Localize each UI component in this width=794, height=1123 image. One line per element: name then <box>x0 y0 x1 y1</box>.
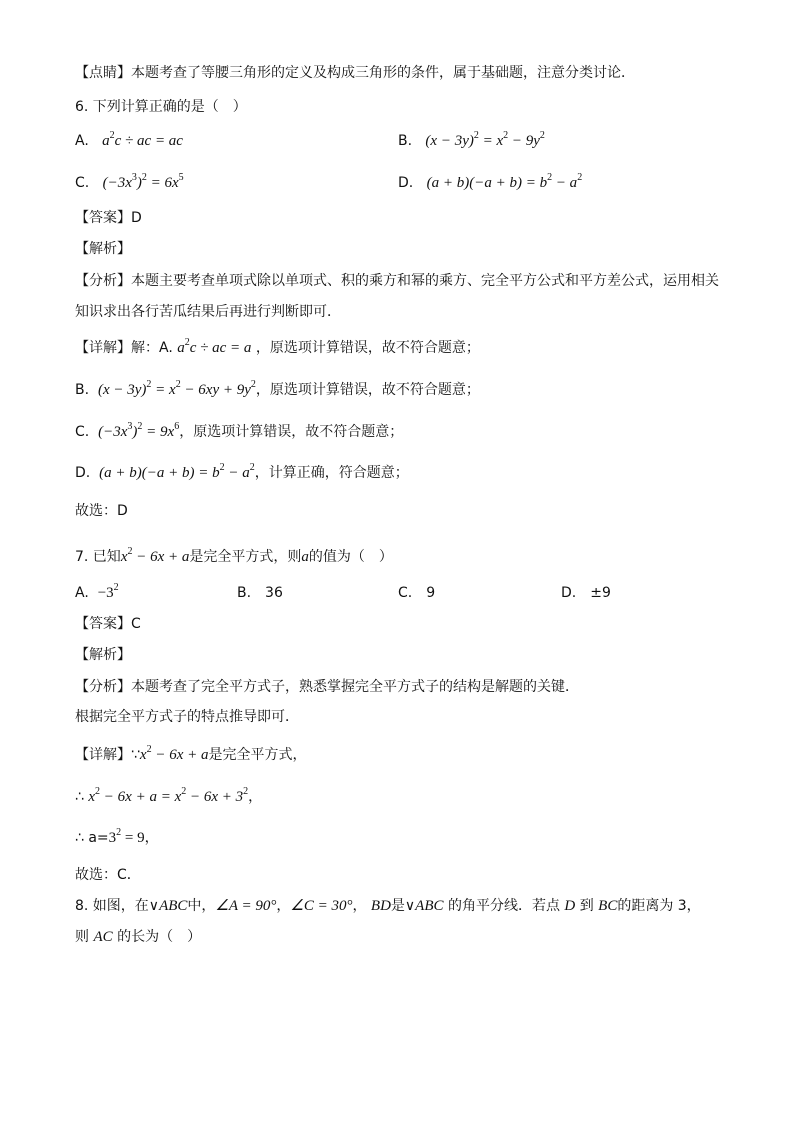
q6-option-d-label: D. <box>398 175 414 191</box>
q6-option-c-formula: $(-3x^3)^2 = 6x^5$ <box>102 172 184 191</box>
q8-angle-c: ∠C = 30° <box>290 898 353 914</box>
q7-detail-prefix: 【详解】∵ <box>75 747 140 763</box>
q8-point-d: D <box>564 898 576 914</box>
q7-detail <box>75 744 307 766</box>
q7-option-b: B. 36 <box>237 585 283 601</box>
top-note: 【点睛】本题考查了等腰三角形的定义及构成三角形的条件，属于基础题，注意分类讨论． <box>75 65 635 81</box>
q8-stem-line2 <box>75 926 201 948</box>
q8-stem-line1 <box>75 895 701 917</box>
q7-step2: ∴ $x^2 - 6x + a = x^2 - 6x + 3^2$， <box>75 786 263 805</box>
q6-detail-c-formula: $(-3x^3)^2 = 9x^6$ <box>98 421 180 440</box>
q7-stem-mid: 是完全平方式，则 <box>189 549 302 565</box>
q8-stem-part3: ， <box>276 898 291 914</box>
q8-triangle-abc-2: ABC <box>415 898 444 914</box>
q7-stem-formula: $x^2 - 6x + a$ <box>120 546 190 565</box>
q6-detail-b-formula: $(x - 3y)^2 = x^2 - 6xy + 9y^2$ <box>97 379 256 398</box>
q6-detail-b-label: B. <box>75 382 90 398</box>
q8-segment-bc: BC <box>598 898 618 914</box>
q8-stem2-part2: 的长为（ ） <box>117 929 202 945</box>
q6-option-c-label: C. <box>75 175 90 191</box>
q7-analysis-line2: 根据完全平方式子的特点推导即可． <box>75 709 299 725</box>
q8-stem-part4: ， <box>352 898 367 914</box>
q6-option-a-label: A. <box>75 133 89 149</box>
q8-segment-bd: BD <box>370 898 391 914</box>
q8-segment-ac: AC <box>93 929 113 945</box>
q8-stem-part2: 中， <box>187 898 216 914</box>
q7-option-c: C. 9 <box>398 585 436 601</box>
q6-analysis-line2: 知识求出各行苦瓜结果后再进行判断即可． <box>75 304 341 320</box>
q6-option-d-formula: $(a + b)(-a + b) = b^2 - a^2$ <box>426 172 583 191</box>
q8-stem2-part1: 则 <box>75 929 89 945</box>
q6-option-b-label: B. <box>398 133 413 149</box>
q6-detail-a <box>75 337 480 359</box>
q7-option-a-formula: $-3^2$ <box>97 582 119 601</box>
q7-step2-prefix: ∴ <box>75 789 84 805</box>
q8-stem-part8: 的距离为 3， <box>617 898 701 914</box>
q8-stem-part7: 到 <box>579 898 594 914</box>
q6-detail-a-text: ，原选项计算错误，故不符合题意； <box>255 340 480 356</box>
q6-detail-d-label: D. <box>75 465 91 481</box>
q7-step3: ∴ $a=3^2 = 9$， <box>75 827 159 846</box>
q6-option-a-formula: $a^2c$ ÷ ac = ac <box>102 130 183 149</box>
q6-analysis-title: 【解析】 <box>75 241 131 257</box>
q7-analysis-title: 【解析】 <box>75 647 131 663</box>
q6-option-d <box>398 172 582 194</box>
q8-stem-part1: 8. 如图，在∨ <box>75 898 160 914</box>
q6-option-c <box>75 172 184 194</box>
q7-stem-var: a <box>301 549 309 565</box>
q7-option-a-label: A. <box>75 585 89 601</box>
q7-option-d: D. ±9 <box>561 585 611 601</box>
q7-stem-prefix: 7. 已知 <box>75 549 121 565</box>
q6-detail-d <box>75 462 409 484</box>
q6-option-b <box>398 130 545 152</box>
q7-analysis-line1: 【分析】本题考查了完全平方式子，熟悉掌握完全平方式子的结构是解题的关键． <box>75 679 579 695</box>
q6-answer: 【答案】D <box>75 210 142 226</box>
q8-stem-part6: 的角平分线．若点 <box>447 898 560 914</box>
q7-answer: 【答案】C <box>75 616 141 632</box>
q7-stem-suffix: 的值为（ ） <box>308 549 393 565</box>
q8-angle-a: ∠A = 90° <box>215 898 277 914</box>
q6-detail-c-label: C. <box>75 424 90 440</box>
q6-detail-a-formula: $a^2c$ ÷ ac = a <box>177 337 252 356</box>
q6-choose: 故选：D <box>75 503 128 519</box>
q6-detail-d-formula: $(a + b)(-a + b) = b^2 - a^2$ <box>99 462 255 481</box>
q7-detail-formula: $x^2 - 6x + a$ <box>139 744 209 763</box>
q8-stem-part5: 是∨ <box>390 898 416 914</box>
q6-detail-c-text: ，原选项计算错误，故不符合题意； <box>179 424 404 440</box>
q6-detail-b-text: ，原选项计算错误，故不符合题意； <box>255 382 480 398</box>
q6-option-b-formula: $(x - 3y)^2 = x^2 - 9y^2$ <box>425 130 545 149</box>
q7-step3-prefix: ∴ a= <box>75 830 109 846</box>
q7-step3-formula: $3^2 = 9$ <box>108 827 145 846</box>
q6-detail-b <box>75 379 480 401</box>
q7-stem <box>75 546 393 568</box>
q6-stem: 6. 下列计算正确的是（ ） <box>75 99 247 115</box>
q7-detail-suffix: 是完全平方式， <box>208 747 307 763</box>
q6-detail-c <box>75 421 403 443</box>
q6-analysis-line1: 【分析】本题主要考查单项式除以单项式、积的乘方和幂的乘方、完全平方公式和平方差公式，运用相关 <box>75 273 719 289</box>
q8-triangle-abc: ABC <box>159 898 188 914</box>
q7-step2-formula: $x^2 - 6x + a = x^2 - 6x + 3^2$ <box>88 786 249 805</box>
q6-option-a <box>75 130 183 152</box>
q7-option-a <box>75 582 119 604</box>
q7-choose: 故选：C． <box>75 867 141 883</box>
q6-detail-d-text: ，计算正确，符合题意； <box>254 465 409 481</box>
q6-detail-prefix: 【详解】解：A. <box>75 340 173 356</box>
